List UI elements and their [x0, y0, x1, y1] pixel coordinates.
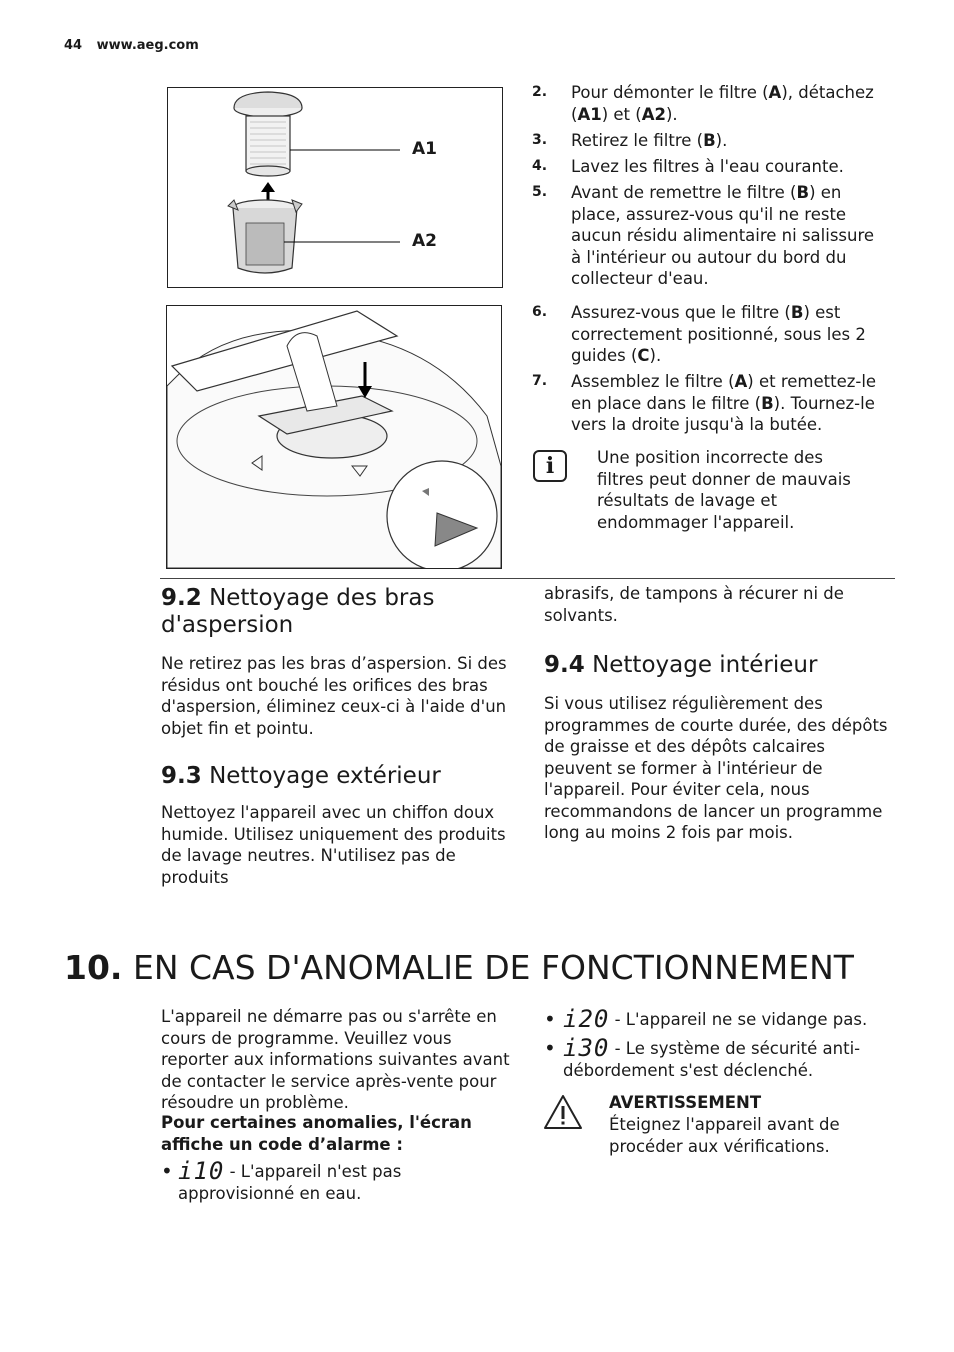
alarm-item-i10: • i10 - L'appareil n'est pas approvisionné en eau.	[161, 1157, 402, 1203]
step-text: Assurez-vous que le filtre (B) est correctement positionné, sous les 2 guides (C).	[571, 303, 866, 365]
info-note: Une position incorrecte des filtres peut donner de mauvais résultats de lavage et endommager l'appareil.	[597, 448, 851, 532]
page-number: 44	[64, 38, 83, 53]
step-number: 6.	[532, 304, 548, 320]
alarm-code: i20	[563, 1005, 610, 1033]
step-number: 4.	[532, 158, 548, 174]
step-text: Pour démonter le filtre (A), détachez (A1) et (A2).	[571, 83, 874, 124]
figure-filter-parts	[167, 87, 503, 288]
step-text: Assemblez le filtre (A) et remettez-le en place dans le filtre (B). Tournez-le vers la droite jusqu'à la butée.	[571, 372, 877, 434]
step-2	[532, 82, 892, 125]
step-3	[532, 130, 892, 152]
alarm-code: i10	[178, 1157, 225, 1185]
figure-filter-install	[166, 305, 502, 569]
section-heading: 9.3 Nettoyage extérieur	[161, 763, 441, 789]
section-body: Si vous utilisez régulièrement des programmes de courte durée, des dépôts de graisse et des dépôts calcaires peuvent se former à l'intérieur de l'appareil. Pour éviter cela, nous recommandons de lancer un programme long au moins 2 fois par mois.	[544, 694, 888, 842]
alarm-item-i30: • i30 - Le système de sécurité anti-débordement s'est déclenché.	[544, 1034, 861, 1080]
section-9-3	[161, 763, 511, 888]
alarm-code: i30	[563, 1034, 610, 1062]
section-body: Ne retirez pas les bras d’aspersion. Si des résidus ont bouché les orifices des bras d'aspersion, éliminez ceux-ci à l'aide d'un objet fin et pointu.	[161, 654, 507, 738]
section-9-2	[161, 585, 521, 739]
section-9-4	[544, 652, 896, 844]
alarm-text: - Le système de sécurité anti-débordement s'est déclenché.	[563, 1039, 861, 1080]
step-5	[532, 182, 882, 290]
section-body-continued: abrasifs, de tampons à récurer ni de solvants.	[544, 584, 844, 625]
step-text: Retirez le filtre (B).	[571, 131, 728, 150]
step-number: 7.	[532, 373, 548, 389]
alarm-text: - L'appareil ne se vidange pas.	[614, 1010, 868, 1029]
step-text: Lavez les filtres à l'eau courante.	[571, 157, 844, 176]
warning-title: AVERTISSEMENT	[609, 1093, 762, 1112]
section-body: Nettoyez l'appareil avec un chiffon doux humide. Utilisez uniquement des produits de lavage neutres. N'utilisez pas de produits	[161, 803, 506, 887]
chapter-heading: 10. EN CAS D'ANOMALIE DE FONCTIONNEMENT	[64, 948, 854, 987]
alarm-text: - L'appareil n'est pas approvisionné en eau.	[178, 1162, 402, 1203]
alarm-item-i20: • i20 - L'appareil ne se vidange pas.	[544, 1005, 868, 1033]
step-number: 2.	[532, 84, 548, 100]
step-number: 5.	[532, 184, 548, 200]
info-icon: i	[533, 450, 567, 482]
step-text: Avant de remettre le filtre (B) en place, assurez-vous qu'il ne reste aucun résidu alimentaire ni salissure à l'intérieur ou autour du bord du collecteur d'eau.	[571, 183, 875, 288]
warning-icon	[543, 1094, 583, 1134]
filter-install-illustration	[167, 306, 501, 568]
section-divider	[160, 578, 895, 579]
step-number: 3.	[532, 132, 548, 148]
label-a2: A2	[412, 231, 437, 251]
filter-illustration	[168, 88, 502, 287]
alarm-intro: Pour certaines anomalies, l'écran affiche un code d’alarme :	[161, 1113, 472, 1154]
warning-text: Éteignez l'appareil avant de procéder aux vérifications.	[609, 1115, 840, 1156]
page-header	[64, 38, 209, 53]
step-4	[532, 156, 892, 178]
label-a1: A1	[412, 139, 437, 159]
step-6	[532, 302, 882, 367]
website-url: www.aeg.com	[96, 38, 199, 53]
section-heading: 9.2 Nettoyage des bras d'aspersion	[161, 585, 435, 638]
step-7	[532, 371, 888, 436]
chapter-intro: L'appareil ne démarre pas ou s'arrête en cours de programme. Veuillez vous reporter aux informations suivantes avant de contacter le service après-vente pour résoudre un problème.	[161, 1007, 510, 1112]
section-heading: 9.4 Nettoyage intérieur	[544, 652, 818, 678]
